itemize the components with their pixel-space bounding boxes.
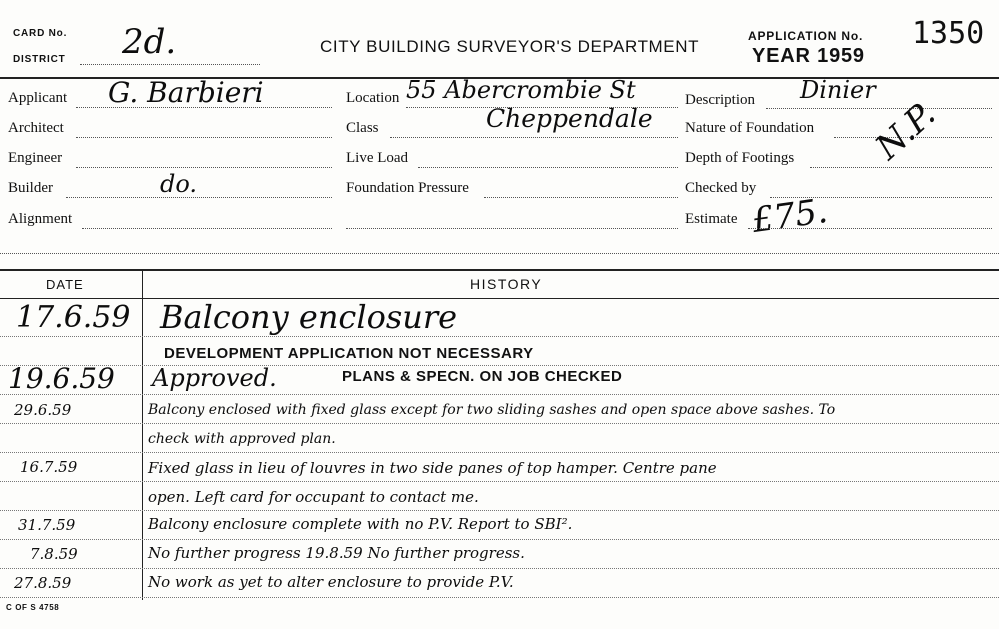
description-value: Dinier	[800, 76, 876, 104]
ruled-line	[0, 539, 999, 540]
history-top-rule	[0, 269, 999, 271]
year-label-text: YEAR	[752, 45, 811, 67]
history-date: 17.6.59	[16, 300, 131, 335]
checked-by-label: Checked by	[685, 180, 757, 196]
history-date: 29.6.59	[14, 401, 72, 419]
application-number: 1350	[912, 16, 985, 51]
builder-label: Builder	[8, 180, 53, 196]
district-dotted-line	[80, 64, 260, 65]
architect-line	[76, 137, 332, 138]
estimate-value: £75.	[749, 190, 831, 242]
depth-of-footings-line	[810, 167, 992, 168]
architect-label: Architect	[8, 120, 64, 136]
department-title: CITY BUILDING SURVEYOR'S DEPARTMENT	[320, 37, 700, 56]
history-text: open. Left card for occupant to contact me.	[148, 488, 479, 506]
builder-value: do.	[160, 170, 198, 198]
class-label: Class	[346, 120, 379, 136]
location-label: Location	[346, 90, 400, 106]
live-load-label: Live Load	[346, 150, 409, 166]
builder-line	[66, 197, 332, 198]
estimate-line	[748, 228, 992, 229]
history-header-rule	[0, 298, 999, 299]
form-code: C OF S 4758	[6, 603, 60, 612]
date-column-header: DATE	[46, 277, 84, 292]
foundation-pressure-label: Foundation Pressure	[346, 180, 469, 196]
location-value: 55 Abercrombie St	[406, 76, 636, 104]
history-date: 27.8.59	[14, 574, 72, 592]
history-text: Fixed glass in lieu of louvres in two side panes of top hamper. Centre pane	[148, 459, 717, 477]
history-text: Approved.	[152, 364, 277, 392]
year-label	[752, 45, 865, 68]
description-line	[766, 108, 992, 109]
class-value: Cheppendale	[486, 104, 653, 133]
date-column-divider	[142, 270, 143, 600]
district-label: DISTRICT	[13, 54, 66, 65]
fields-bottom-dotted	[0, 253, 999, 254]
year-value: 1959	[817, 45, 865, 67]
ruled-line	[0, 365, 999, 366]
ruled-line	[0, 336, 999, 337]
card-no-label: CARD No.	[13, 28, 68, 39]
plans-checked-stamp: PLANS & SPECN. ON JOB CHECKED	[342, 368, 623, 385]
alignment-line	[82, 228, 332, 229]
application-no-label: APPLICATION No.	[748, 29, 864, 43]
history-text: Balcony enclosed with fixed glass except for two sliding sashes and open space above sashes. To	[148, 402, 836, 418]
estimate-label: Estimate	[685, 211, 738, 227]
history-text: No work as yet to alter enclosure to provide P.V.	[148, 573, 514, 591]
history-date: 31.7.59	[18, 516, 76, 534]
history-text: check with approved plan.	[148, 431, 336, 447]
live-load-line	[418, 167, 678, 168]
ruled-line	[0, 423, 999, 424]
depth-of-footings-label: Depth of Footings	[685, 150, 795, 166]
engineer-line	[76, 167, 332, 168]
history-date: 19.6.59	[8, 362, 115, 395]
history-text: Balcony enclosure complete with no P.V. Report to SBI².	[148, 515, 573, 533]
description-label: Description	[685, 92, 755, 108]
ruled-line	[0, 597, 999, 598]
foundation-pressure-line	[484, 197, 678, 198]
development-stamp: DEVELOPMENT APPLICATION NOT NECESSARY	[164, 345, 534, 362]
history-column-header: HISTORY	[470, 276, 543, 292]
engineer-label: Engineer	[8, 150, 63, 166]
class-line	[390, 137, 678, 138]
ruled-line	[0, 394, 999, 395]
history-text: No further progress 19.8.59 No further progress.	[148, 544, 525, 562]
history-text: Balcony enclosure	[160, 298, 458, 336]
applicant-label: Applicant	[8, 90, 68, 106]
middle-blank-line	[346, 228, 678, 229]
ruled-line	[0, 452, 999, 453]
applicant-line	[76, 107, 332, 108]
history-date: 7.8.59	[30, 545, 78, 563]
nature-of-foundation-label: Nature of Foundation	[685, 120, 815, 136]
history-date: 16.7.59	[20, 458, 78, 476]
ruled-line	[0, 510, 999, 511]
depth-of-footings-value: N.P.	[868, 94, 944, 168]
ruled-line	[0, 481, 999, 482]
district-value: 2d.	[122, 22, 177, 62]
alignment-label: Alignment	[8, 211, 73, 227]
applicant-value: G. Barbieri	[108, 76, 264, 109]
ruled-line	[0, 568, 999, 569]
